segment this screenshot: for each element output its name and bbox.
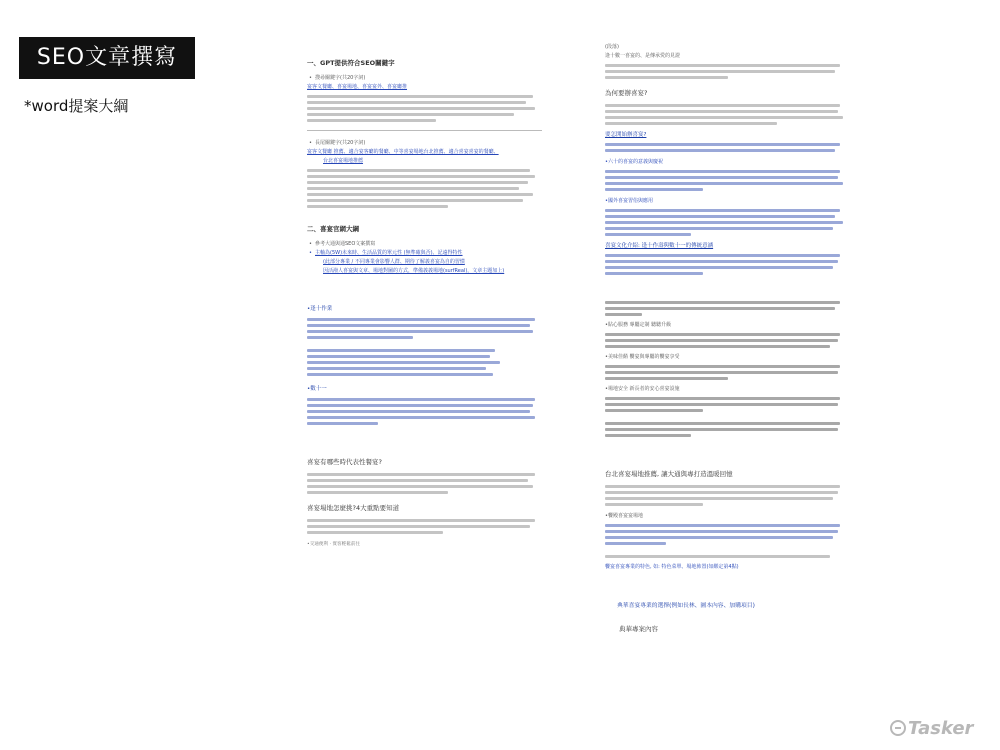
divider — [307, 130, 542, 131]
cuisine-item: •美味佳餚 饗宴與專屬的饗宴享受 — [605, 354, 680, 360]
tasker-watermark — [890, 718, 973, 739]
tips-heading: 喜宴場地怎麼挑?4大重點要知道 — [307, 504, 400, 512]
safety-item-text — [605, 397, 850, 437]
culture-heading: 喜宴文化介紹: 逢十作壽與數十一的傳統意涵 — [605, 243, 714, 249]
section1-heading: 一、GPT提供符合SEO關鍵字 — [307, 59, 395, 67]
eleven-heading: •數十一 — [307, 386, 327, 392]
longtail-text-block — [307, 169, 542, 208]
tips-text-block — [307, 519, 542, 534]
why-heading: 喜宴有哪些時代表性餐宴? — [307, 458, 382, 466]
proposal-page-right — [605, 43, 850, 733]
watermark-text: Tasker — [908, 718, 974, 739]
taipei-text — [605, 485, 850, 506]
ten-text-block — [307, 318, 542, 376]
venue-text — [605, 524, 850, 558]
why-text-block — [307, 473, 542, 494]
service-text — [605, 301, 850, 316]
foreign-text — [605, 209, 850, 236]
project-content-heading: 典華專案內容 — [619, 625, 658, 633]
keyword-text-block — [307, 95, 542, 122]
outline-line-3: 因活潑人喜宴與文章、場地對圖的方式，準備義義場地(surfReal)，文章主題加上) — [323, 268, 505, 274]
ten-heading: •逢十作業 — [307, 306, 333, 312]
eleven-text-block — [307, 398, 542, 425]
taipei-heading: 台北喜宴場地推薦, 讓大通與專打造溫暖回憶 — [605, 470, 733, 478]
service-item: •貼心服務 專屬定制 聽聽升級 — [605, 322, 672, 328]
paragraph-label: (段落) — [605, 44, 619, 50]
slide-title: SEO文章撰寫 — [19, 37, 195, 79]
transport-item: •交通便利 · 實客輕鬆前往 — [307, 542, 361, 547]
sixty-text — [605, 170, 850, 191]
foreign-heading: •國外喜宴習俗與應用 — [605, 198, 653, 204]
keyword-bullet: • 搜尋關鍵字(共20字詞) — [307, 74, 542, 83]
outline-line-2: (此部分專業 / 不同專業會影響人群、期待了解義喜宴為自的習慣 — [323, 259, 465, 265]
proposal-page-left — [307, 55, 542, 735]
feature-line: 饗宴喜宴專業的特色, 如: 特色菜單、場地佈置(如綁定第4點) — [605, 564, 739, 570]
sixty-heading: •六十的喜宴的意義與慶祝 — [605, 159, 663, 165]
longtail-link-2[interactable]: 台北喜宴場地推薦 — [323, 158, 364, 164]
section2-heading: 二、喜宴官網大綱 — [307, 225, 359, 233]
outline-bullet-1: • 參考大通與通SEO文案撰寫 — [307, 240, 542, 249]
intro-text-block — [605, 64, 850, 79]
service-item-text — [605, 333, 850, 348]
cuisine-item-text — [605, 365, 850, 380]
start-text — [605, 143, 850, 152]
keyword-link[interactable]: 宴客文餐廳、喜宴場地、喜宴宴外、喜宴廳推 — [307, 84, 408, 90]
paragraph-intro: 逢十數一喜宴的、是傳承愛的見證 — [605, 53, 681, 59]
longtail-link[interactable]: 宴客文餐廳 推薦、適合宴客廳的餐廳、中等喜宴場地台北推薦、適合喜宴喜宴的餐廳、 — [307, 149, 499, 155]
longtail-bullet: • 長尾關鍵字(共20字詞) — [307, 139, 542, 148]
choice-line: 典華喜宴專業的選擇(例如長林、圖本內容、加購項目) — [617, 603, 755, 609]
outline-bullet-2: • 主軸為(5W)未來時、生活品質的單元性 (無準確與否)、記遠得特性 — [307, 249, 542, 258]
culture-text — [605, 254, 850, 275]
venue-heading: •饗殿喜宴宴場地 — [605, 513, 643, 519]
why-wedding-heading: 為何要辦喜宴? — [605, 89, 648, 97]
safety-item: •場地安全 新長者的安心喜宴設施 — [605, 386, 680, 392]
slide-subtitle: *word提案大綱 — [24, 97, 129, 115]
start-heading: 要怎開始辦喜宴? — [605, 132, 647, 138]
why-wedding-text — [605, 104, 850, 125]
tasker-logo-icon — [890, 720, 906, 736]
